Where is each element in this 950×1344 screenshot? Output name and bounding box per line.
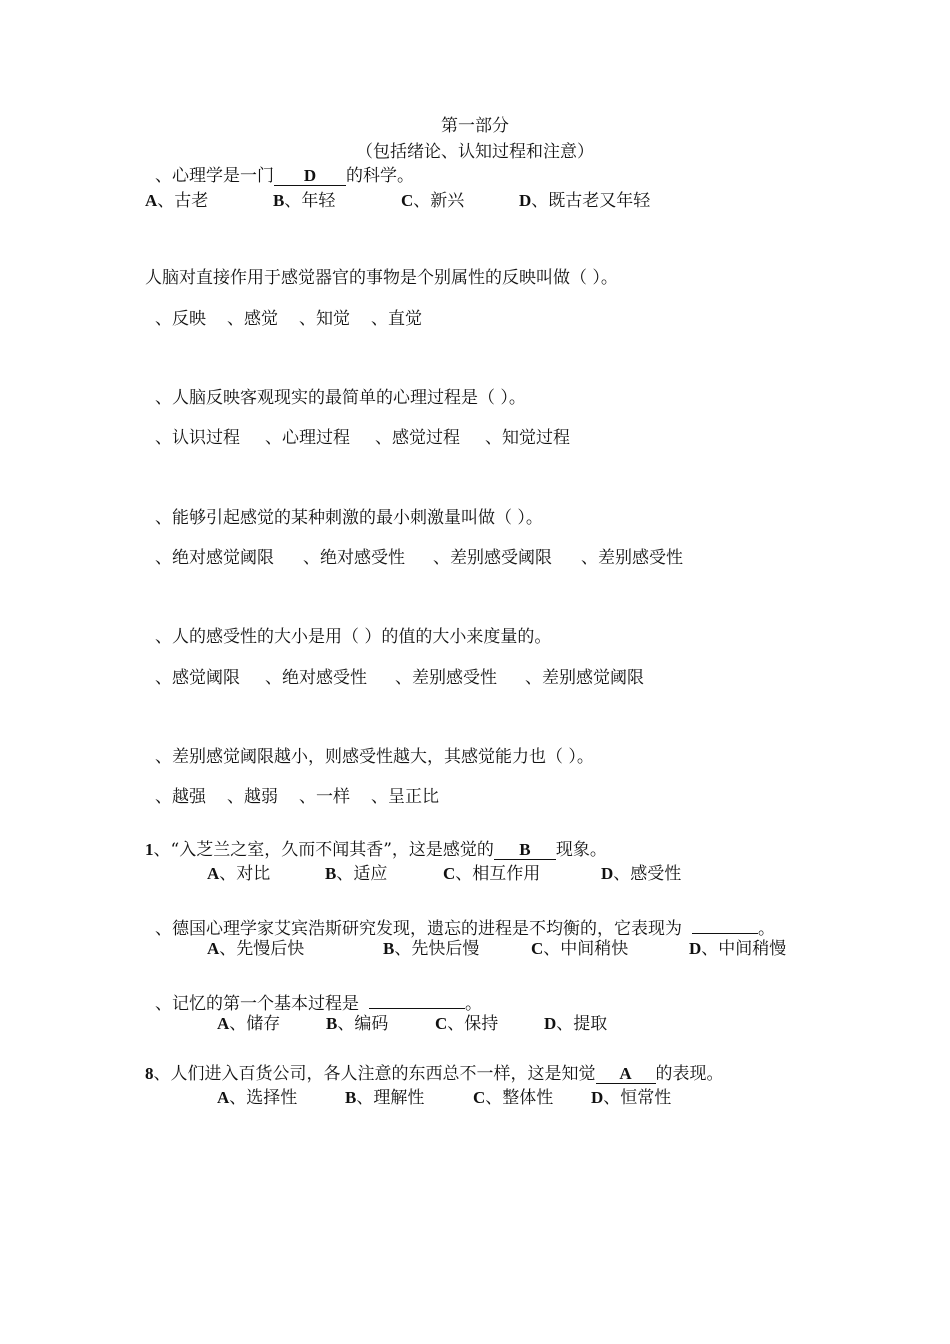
question-7-stem — [145, 839, 607, 861]
option-b: B、年轻 — [273, 191, 336, 211]
option-3: 、差别感受阈限 — [433, 548, 552, 568]
option-2: 、绝对感受性 — [265, 668, 367, 688]
option-b: B、编码 — [326, 1014, 389, 1034]
question-6-options — [155, 786, 439, 808]
option-a: A、选择性 — [217, 1088, 298, 1108]
option-2: 、心理过程 — [265, 428, 350, 448]
question-7-text-end: 现象。 — [555, 840, 607, 860]
option-b: B、适应 — [325, 864, 388, 884]
question-9-stem — [155, 988, 482, 1015]
option-4: 、直觉 — [371, 309, 422, 329]
option-c: C、中间稍快 — [531, 939, 629, 959]
section-title: 第一部分 — [441, 116, 509, 136]
option-a: A、古老 — [145, 191, 209, 211]
question-3-stem: 、人脑反映客观现实的最简单的心理过程是（ ）。 — [155, 388, 526, 408]
question-7-options — [207, 863, 681, 885]
option-3: 、感觉过程 — [375, 428, 460, 448]
option-c: C、整体性 — [473, 1088, 554, 1108]
question-5-stem: 、人的感受性的大小是用（ ）的值的大小来度量的。 — [155, 627, 552, 647]
option-c: C、相互作用 — [443, 864, 541, 884]
question-1-options — [145, 190, 650, 212]
question-7-answer-blank — [494, 839, 556, 860]
option-c: C、新兴 — [401, 191, 465, 211]
option-b: B、先快后慢 — [383, 939, 480, 959]
option-1: 、感觉阈限 — [155, 668, 240, 688]
question-2-options — [155, 308, 422, 330]
option-d: D、感受性 — [601, 864, 682, 884]
question-1-stem — [155, 165, 414, 187]
question-2-stem: 人脑对直接作用于感觉器官的事物是个别属性的反映叫做（ ）。 — [145, 268, 618, 288]
question-1-text-end: 的科学。 — [346, 166, 414, 186]
option-3: 、差别感受性 — [395, 668, 497, 688]
option-1: 、越强 — [155, 787, 206, 807]
question-9-answer-blank — [369, 988, 465, 1009]
question-8-text: 、德国心理学家艾宾浩斯研究发现，遗忘的进程是不均衡的，它表现为 — [155, 919, 682, 939]
option-4: 、差别感觉阈限 — [525, 668, 644, 688]
question-4-stem: 、能够引起感觉的某种刺激的最小刺激量叫做（ ）。 — [155, 508, 543, 528]
option-2: 、越弱 — [227, 787, 278, 807]
question-1-text: 、心理学是一门 — [155, 166, 274, 186]
option-3: 、知觉 — [299, 309, 350, 329]
question-10-stem — [145, 1063, 724, 1085]
question-1-answer: D — [303, 166, 317, 185]
option-2: 、绝对感受性 — [303, 548, 405, 568]
question-8-options — [207, 938, 786, 960]
option-1: 、认识过程 — [155, 428, 240, 448]
question-8-stem — [155, 913, 775, 940]
question-10-options — [217, 1087, 671, 1109]
question-9-text-end: 。 — [465, 994, 482, 1014]
option-1: 、绝对感觉阈限 — [155, 548, 274, 568]
option-4: 、知觉过程 — [485, 428, 570, 448]
option-d: D、中间稍慢 — [689, 939, 787, 959]
question-8-answer-blank — [692, 913, 758, 934]
question-9-options — [217, 1013, 607, 1035]
question-6-stem: 、差别感觉阈限越小，则感受性越大，其感觉能力也（ ）。 — [155, 747, 594, 767]
option-4: 、差别感受性 — [581, 548, 683, 568]
option-d: D、既古老又年轻 — [519, 191, 651, 211]
question-7-answer: B — [519, 840, 531, 859]
question-1-answer-blank — [274, 165, 346, 186]
section-subtitle: （包括绪论、认知过程和注意） — [356, 142, 594, 162]
question-9-text: 、记忆的第一个基本过程是 — [155, 994, 359, 1014]
option-d: D、恒常性 — [591, 1088, 672, 1108]
question-10-answer-blank — [596, 1063, 656, 1084]
option-a: A、对比 — [207, 864, 271, 884]
question-4-options — [155, 547, 683, 569]
question-5-options — [155, 667, 644, 689]
option-1: 、反映 — [155, 309, 206, 329]
option-b: B、理解性 — [345, 1088, 425, 1108]
option-4: 、呈正比 — [371, 787, 439, 807]
question-7-text: 、“入芝兰之室，久而不闻其香”，这是感觉的 — [153, 840, 494, 860]
option-d: D、提取 — [544, 1014, 608, 1034]
question-10-answer: A — [619, 1064, 632, 1083]
option-3: 、一样 — [299, 787, 350, 807]
option-a: A、储存 — [217, 1014, 281, 1034]
question-3-options — [155, 427, 570, 449]
option-c: C、保持 — [435, 1014, 499, 1034]
option-a: A、先慢后快 — [207, 939, 305, 959]
question-8-text-end: 。 — [758, 919, 775, 939]
option-2: 、感觉 — [227, 309, 278, 329]
question-7-number: 1 — [145, 840, 154, 859]
question-10-number: 8 — [145, 1064, 154, 1083]
question-10-text: 、人们进入百货公司，各人注意的东西总不一样，这是知觉 — [153, 1064, 596, 1084]
question-10-text-end: 的表现。 — [655, 1064, 724, 1084]
